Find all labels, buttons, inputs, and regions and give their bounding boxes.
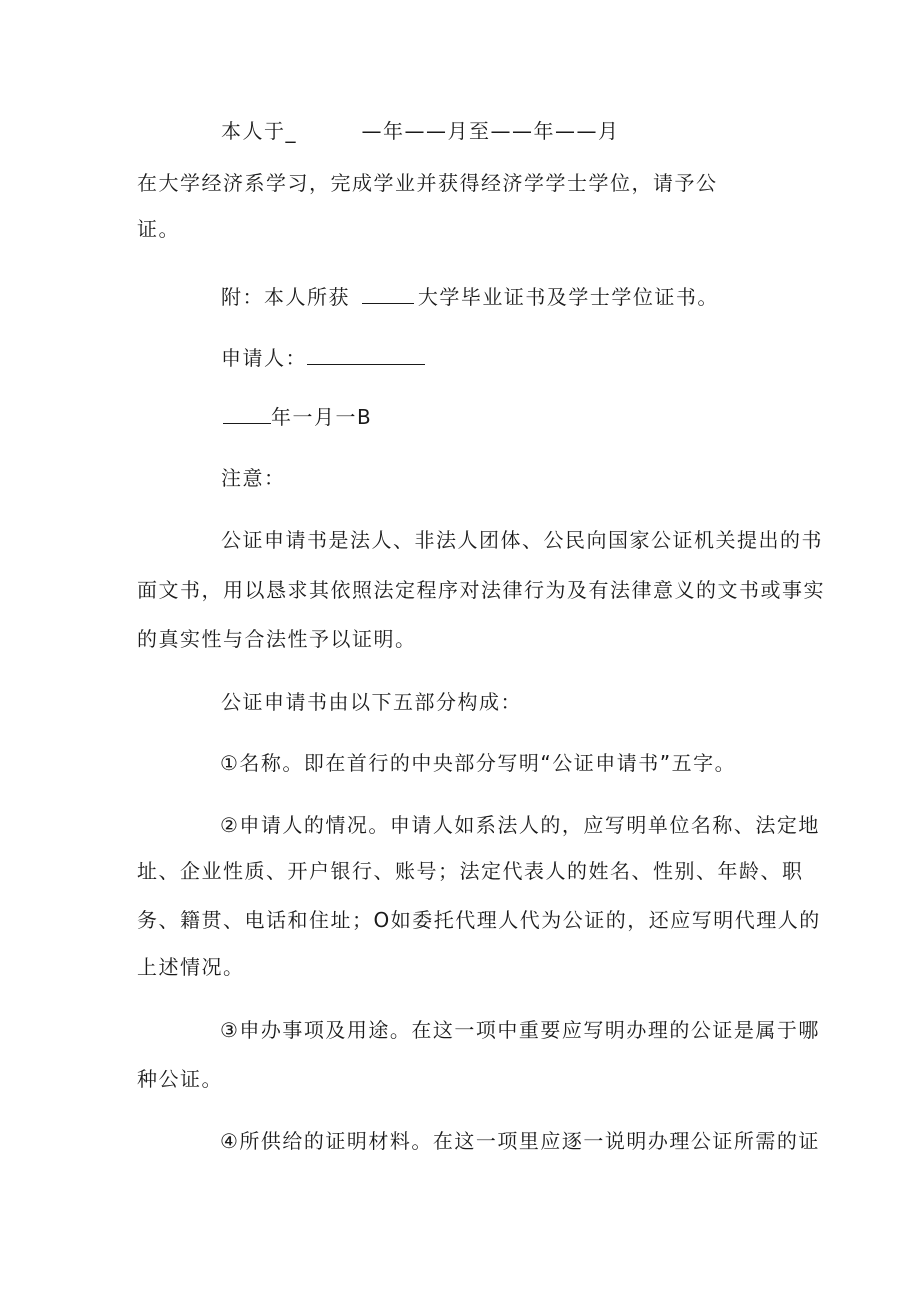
study-line-end: 证。	[137, 217, 180, 241]
item-3-line-1: ③申办事项及用途。在这一项中重要应写明办理的公证是属于哪	[220, 1018, 820, 1042]
item-2-line-1: ②申请人的情况。申请人如系法人的，应写明单位名称、法定地	[220, 813, 820, 837]
year-blank	[223, 403, 271, 424]
item-2-line-3: 务、籍贯、电话和住址；O如委托代理人代为公证的，还应写明代理人的	[137, 908, 821, 932]
attachment-prefix: 附：本人所获	[221, 285, 350, 309]
note-label: 注意：	[221, 466, 286, 490]
attachment-line	[221, 283, 719, 310]
structure-intro: 公证申请书由以下五部分构成：	[221, 690, 522, 714]
item-2-line-2: 址、企业性质、开户银行、账号；法定代表人的姓名、性别、年龄、职	[137, 859, 804, 883]
item-3-line-2: 种公证。	[137, 1067, 223, 1091]
period-line: 本人于_ —年——月至——年——月	[221, 119, 620, 143]
study-line: 在大学经济系学习，完成学业并获得经济学学士学位，请予公	[137, 171, 718, 195]
definition-line-3: 的真实性与合法性予以证明。	[137, 627, 417, 651]
attachment-suffix: 大学毕业证书及学士学位证书。	[417, 285, 719, 309]
date-line	[223, 403, 372, 430]
item-2-line-4: 上述情况。	[137, 955, 245, 979]
applicant-label: 申请人：	[221, 346, 307, 370]
item-1: ①名称。即在首行的中央部分写明“公证申请书”五字。	[220, 751, 737, 775]
definition-line-2: 面文书，用以恳求其依照法定程序对法律行为及有法律意义的文书或事实	[137, 578, 825, 602]
item-4-line-1: ④所供给的证明材料。在这一项里应逐一说明办理公证所需的证	[220, 1129, 820, 1153]
date-suffix: 年一月一B	[271, 405, 373, 429]
applicant-blank	[307, 344, 425, 365]
definition-line-1: 公证申请书是法人、非法人团体、公民向国家公证机关提出的书	[221, 528, 823, 552]
university-blank	[362, 283, 414, 304]
applicant-line	[221, 344, 425, 371]
